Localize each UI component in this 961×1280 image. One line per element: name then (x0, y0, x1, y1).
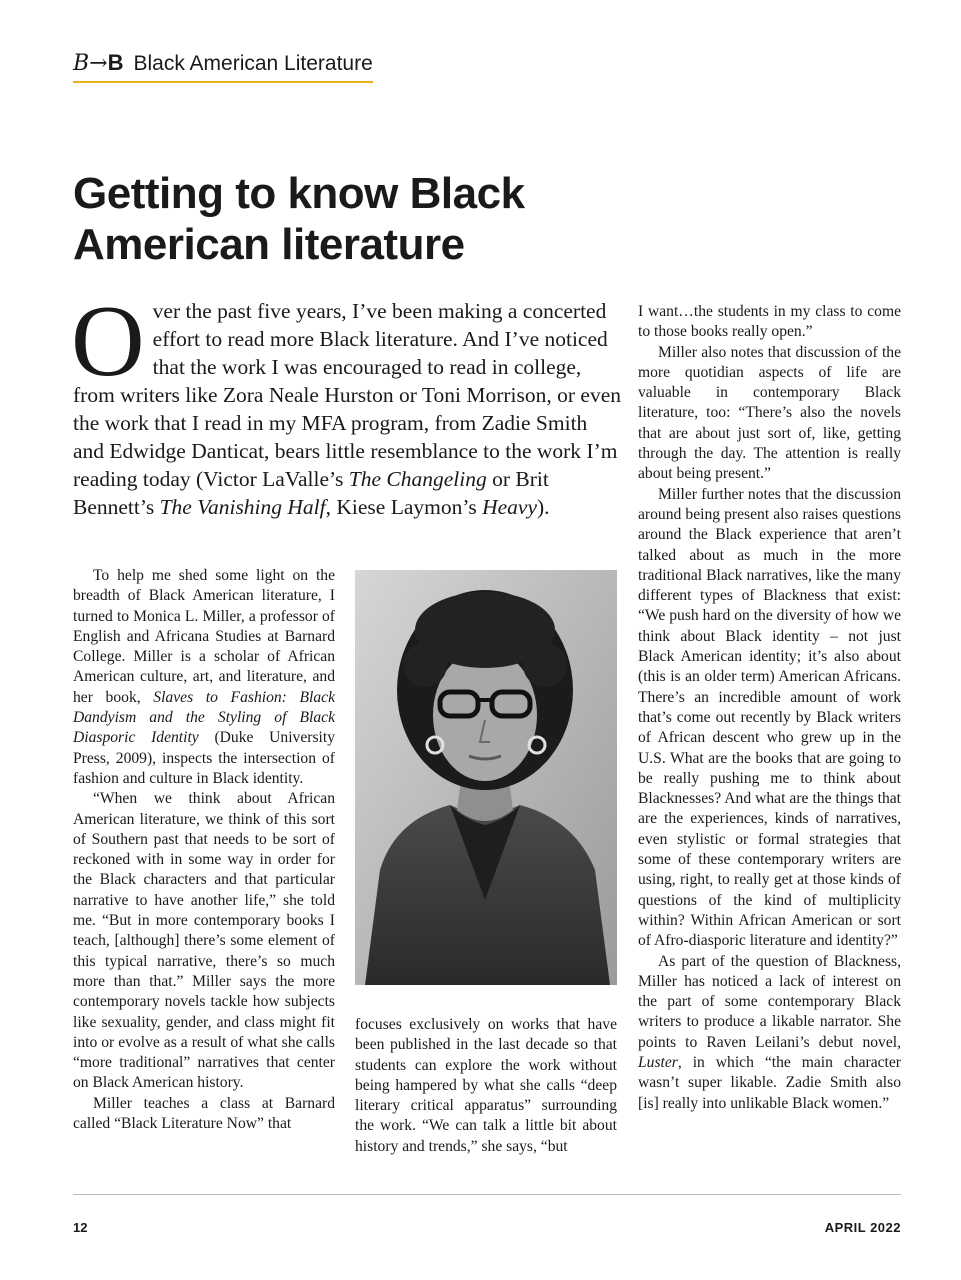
paragraph: Miller further notes that the discussion around being present also raises questions around the Black experience that aren’t talked about as much in the more traditional Black narratives, like the many different types of Blackness that exist: “We push hard on the diversity of how we think about Black identity – not just Black American identity; it’s also about (this is an older term) American Africans. There’s an incredible amount of work that’s come out recently by Black writers of African descent who grew up in the U.S. What are the books that are going to be really pushing me to think about Blacknesses? And what are the things that are the experiences, kinds of narratives, even stylistic or formal strategies that some of these contemporary writers are using, right, to really get at those kinds of questions of the kind of multiplicity within? Within African American or sort of Afro-diasporic literature and identity?” (638, 485, 901, 950)
issue-date: APRIL 2022 (824, 1220, 901, 1235)
paragraph-text: (Duke University Press, 2009), inspects the intersection of fashion and culture in Black identity. (73, 729, 335, 787)
paragraph: Miller teaches a class at Barnard called “Black Literature Now” that (73, 1094, 335, 1133)
intro-text-4: ). (537, 495, 550, 519)
paragraph: Miller also notes that discussion of the more quotidian aspects of life are valuable in contemporary Black literature, too: “There’s also the novels that are about just sort of, like, getting through the day. The attention is really about being present.” (638, 343, 901, 483)
intro-text-3: , Kiese Laymon’s (325, 495, 483, 519)
footer-divider (73, 1194, 901, 1195)
book-title-heavy: Heavy (482, 495, 537, 519)
portrait-photo (355, 570, 617, 985)
article-intro (71, 285, 621, 521)
section-title: Black American Literature (133, 52, 373, 75)
paragraph: “When we think about African American literature, we think of this sort of Southern past that needs to be sort of reckoned with in some way in order for the Black characters and that particular narrative to have another life,” she told me. “But in more contemporary books I teach, [although] there’s some element of this typical narrative, there’s so much more than that.” Miller says the more contemporary novels tackle how subjects like sexuality, gender, and class might fit into or evolve as a result of what she calls “more traditional” narratives that center on Black American history. (73, 790, 335, 1092)
book-title-luster: Luster (638, 1053, 678, 1071)
book-title-slaves-to-fashion: Slaves to Fashion: Black Dandyism and the Styling of Black Diasporic Identity (73, 688, 336, 747)
paragraph-text: To help me shed some light on the breadth of Black American literature, I turned to Monica L. Miller, a professor of English and Africana Studies at Barnard College. Miller is a scholar of African American culture, art, and literature, and her book, (73, 567, 335, 706)
paragraph-text: As part of the question of Blackness, Miller has noticed a lack of interest on the part of some contemporary Black writers to produce a likable narrator. She points to Raven Leilani’s debut novel, (638, 952, 901, 1051)
intro-text-2: or Brit Bennett’s (73, 467, 549, 519)
paragraph: I want…the students in my class to come to those books really open.” (638, 303, 901, 341)
book-title-changeling: The Changeling (348, 467, 487, 491)
paragraph (638, 952, 901, 1114)
column-2 (355, 1015, 617, 1157)
publication-logo (73, 50, 124, 76)
book-title-vanishing-half: The Vanishing Half (159, 495, 326, 519)
article-title: Getting to know Black American literature (73, 169, 525, 269)
drop-cap: O (71, 285, 145, 398)
logo-letter-left: B (73, 51, 90, 76)
column-1 (73, 566, 335, 1134)
page-number: 12 (73, 1220, 88, 1235)
paragraph-text: , in which “the main character wasn’t super likable. Zadie Smith also [is] really into unlikable Black women.” (638, 1053, 901, 1112)
logo-arrow-icon: → (89, 51, 108, 76)
section-header (73, 50, 373, 83)
column-3 (638, 302, 901, 1114)
paragraph (73, 566, 335, 789)
intro-text-1: ver the past five years, I’ve been making a concerted effort to read more Black literature. And I’ve noticed that the work I was encouraged to read in college, from writers like Zora Neale Hurston or Toni Morrison, or even the work that I read in my MFA program, from Zadie Smith and Edwidge Danticat, bears little resemblance to the work I’m reading today (Victor LaValle’s (73, 299, 621, 491)
paragraph: focuses exclusively on works that have been published in the last decade so that students can explore the work without being hampered by what she calls “deep literary critical apparatus” surrounding the work. “We can talk a little bit about history and trends,” she says, “but (355, 1016, 617, 1155)
logo-letter-right: B (107, 50, 124, 75)
portrait-illustration (355, 570, 617, 985)
